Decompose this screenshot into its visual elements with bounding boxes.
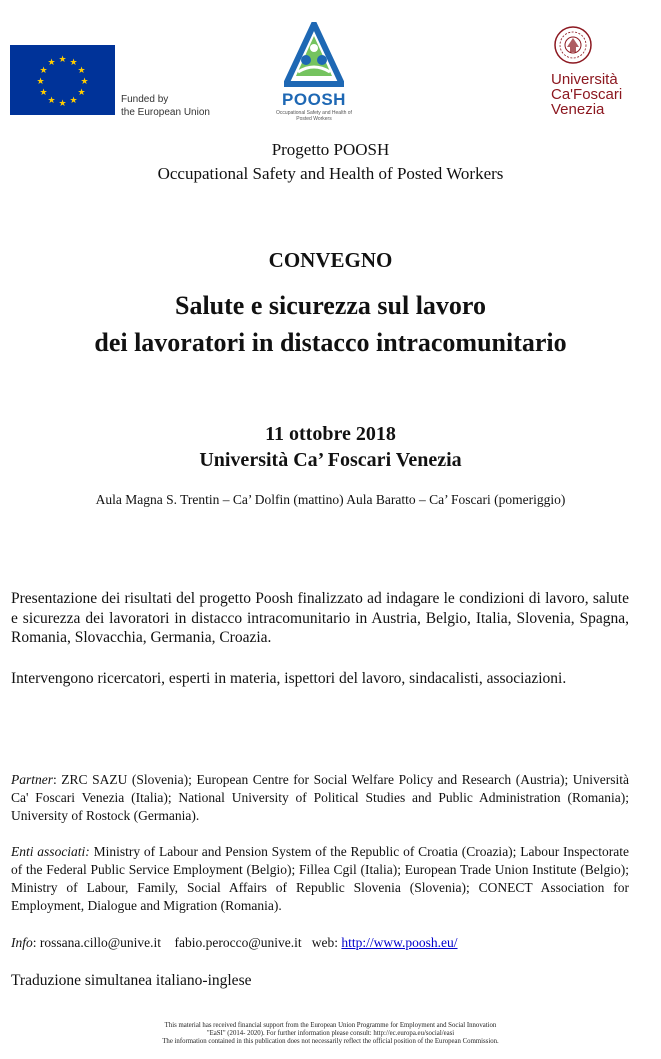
unive-line3: Venezia: [551, 101, 605, 118]
associates-paragraph: [11, 843, 629, 915]
eu-caption-line1: Funded by: [121, 94, 169, 105]
poosh-triangle-icon: [284, 22, 344, 88]
svg-text:★: ★: [69, 96, 78, 106]
svg-text:★: ★: [80, 77, 89, 87]
project-name: Progetto POOSH: [271, 140, 390, 159]
unive-line1: Università: [551, 71, 618, 88]
poosh-tagline: Occupational Safety and Health of Posted Workers: [276, 110, 352, 122]
eu-stars-icon: [10, 45, 115, 115]
svg-text:★: ★: [58, 55, 67, 65]
intro-paragraph: Presentazione dei risultati del progetto Poosh finalizzato ad indagare le condizioni di lavoro, salute e sicurezza dei lavoratori in distacco intracomunitario in Austria, Belgio, Italia, Slovenia, Spagna, Romania, Slovacchia, Germania, Croazia.: [11, 590, 629, 646]
svg-text:★: ★: [77, 66, 86, 76]
poosh-logo: [270, 22, 358, 122]
event-date: 11 ottobre 2018: [265, 423, 396, 445]
translation-note: Traduzione simultanea italiano-inglese: [11, 972, 252, 989]
svg-text:★: ★: [39, 88, 48, 98]
disclaimer-line3: The information contained in this publication does not necessarily reflect the official position of the European Commission.: [162, 1038, 499, 1045]
ca-foscari-logo: [548, 25, 638, 120]
event-rooms: Aula Magna S. Trentin – Ca’ Dolfin (mattino) Aula Baratto – Ca’ Foscari (pomeriggio): [95, 492, 566, 507]
website-link[interactable]: http://www.poosh.eu/: [341, 935, 458, 950]
event-title-line2: dei lavoratori in distacco intracomunitario: [94, 328, 567, 357]
partners-list: : ZRC SAZU (Slovenia); European Centre for Social Welfare Policy and Research (Austria); Università Ca' Foscari Venezia (Italia); National University of Political Studies and Public Administration (Romania); University of Rostock (Germania).: [11, 772, 629, 823]
eu-caption-line2: the European Union: [121, 107, 210, 118]
unive-line2: Ca'Foscari: [551, 86, 623, 103]
svg-text:★: ★: [47, 58, 56, 68]
info-emails[interactable]: : rossana.cillo@unive.it fabio.perocco@unive.it: [32, 935, 302, 950]
svg-text:★: ★: [58, 99, 67, 109]
event-venue: Università Ca’ Foscari Venezia: [199, 449, 462, 471]
svg-text:★: ★: [36, 77, 45, 87]
eu-caption: [121, 93, 210, 119]
associates-list: Ministry of Labour and Pension System of the Republic of Croatia (Croazia); Labour Inspectorate of the Federal Public Service Employment (Belgio); Fillea Cgil (Italia); European Trade Union Institute (Belgio); Ministry of Labour, Family, Social Affairs of Republic Slovenia (Slovenia); CONECT Association for Employment, Dialogue and Migration (Romania).: [11, 844, 629, 913]
info-label: Info: [11, 935, 33, 950]
eu-flag-icon: [10, 45, 115, 115]
disclaimer-line1: This material has received financial support from the European Union Programme for Employment and Social Innovation: [164, 1022, 497, 1029]
speakers-paragraph: Intervengono ricercatori, esperti in materia, ispettori del lavoro, sindacalisti, associazioni.: [11, 670, 567, 687]
svg-text:★: ★: [39, 66, 48, 76]
partners-label: Partner: [11, 772, 53, 787]
event-title-line1: Salute e sicurezza sul lavoro: [174, 291, 486, 320]
svg-text:★: ★: [47, 96, 56, 106]
project-subtitle: Occupational Safety and Health of Posted Workers: [157, 164, 504, 183]
university-name: [551, 72, 622, 117]
svg-text:★: ★: [69, 58, 78, 68]
info-paragraph: [11, 934, 629, 952]
disclaimer-line2: "EaSI" (2014- 2020). For further information please consult: http://ec.europa.eu/social/easi: [206, 1030, 455, 1037]
university-seal-icon: [553, 25, 593, 65]
svg-text:★: ★: [77, 88, 86, 98]
eu-funding-logo: [10, 45, 220, 117]
poosh-wordmark: POOSH: [282, 90, 346, 109]
associates-label: Enti associati:: [11, 844, 90, 859]
partners-paragraph: [11, 771, 629, 825]
info-web-label: web:: [301, 935, 342, 950]
event-type-heading: CONVEGNO: [268, 248, 393, 272]
